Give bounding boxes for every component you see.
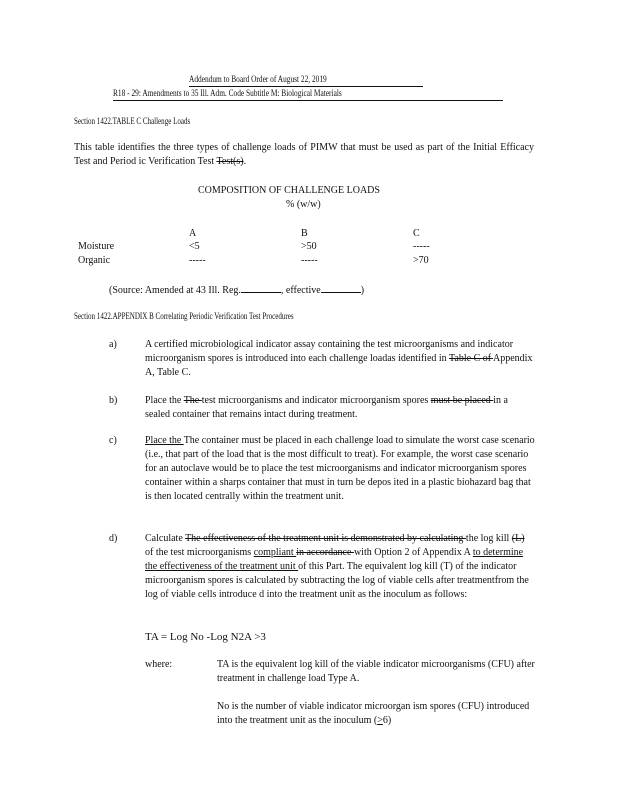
item-c-inserted: Place the: [145, 435, 184, 446]
source-date-blank: [321, 283, 361, 293]
item-a-text: [145, 338, 535, 380]
table-title: COMPOSITION OF CHALLENGE LOADS: [198, 185, 380, 196]
def2-gte-sign: >: [377, 715, 383, 726]
cell-moisture-b: >50: [301, 241, 317, 252]
item-d-struck1: The effectiveness of the treatment unit is demonstrated by calculating: [185, 533, 466, 544]
item-b-part2: test microorganisms and indicator microorganism spores: [201, 395, 431, 406]
item-b-text: [145, 394, 535, 422]
cell-moisture-c: -----: [413, 241, 430, 252]
item-d-inserted2: to determine the effectiveness of the treatment unit: [145, 547, 524, 572]
where-definition-1: TA is the equivalent log kill of the viable indicator microorganisms (CFU) after treatment in challenge load Type A.: [217, 659, 535, 684]
section-heading-appendix-b: Section 1422.APPENDIX B Correlating Periodic Verification Test Procedures: [74, 311, 294, 321]
header-line-1: Addendum to Board Order of August 22, 2019: [189, 74, 327, 84]
column-header-c: C: [413, 228, 420, 239]
row-label-organic: Organic: [78, 255, 111, 266]
item-b-part3: in a sealed container that remains intact during treatment.: [145, 395, 508, 420]
item-d-label: d): [109, 533, 118, 544]
item-d-part4: with Option 2 of Appendix A: [353, 547, 473, 558]
section-heading-table-c: Section 1422.TABLE C Challenge Loads: [74, 116, 191, 126]
where-label: where:: [145, 659, 173, 670]
item-b-part1: Place the: [145, 395, 184, 406]
item-d-text: [145, 532, 535, 602]
cell-organic-a: -----: [189, 255, 206, 266]
cell-organic-c: >70: [413, 255, 429, 266]
item-c-part1: The container must be placed in each challenge load to simulate the worst case scenario (i.e., that part of the load that is the most difficult to treat). For example, the worst case scenario for an autoclave would be to place the test microorganisms and indicator microorganism spores container within a sharps container that must in turn be depos ited in a plastic biohazard bag that is then located centrally within the treatment unit.: [145, 435, 535, 502]
item-d-part1: Calculate: [145, 533, 186, 544]
source-note: [109, 283, 364, 298]
item-d-part2: the log kill: [465, 533, 512, 544]
source-end: ): [360, 285, 365, 296]
cell-moisture-a: <5: [189, 241, 200, 252]
source-reg-blank: [241, 283, 281, 293]
item-a-part1: A certified microbiological indicator assay containing the test microorganisms and indicator microorganism spores is introduced into each challenge loadas identified in: [145, 339, 514, 364]
intro-end: .: [243, 156, 247, 167]
item-b-struck2: must be placed: [430, 395, 494, 406]
item-d-struck2: (L): [511, 533, 525, 544]
intro-text: This table identifies the three types of challenge loads of PIMW that must be used as part of the Initial Efficacy Test and Period ic Verification Test: [74, 142, 534, 167]
column-header-a: A: [189, 228, 197, 239]
equation: TA = Log No -Log N2A >3: [145, 631, 266, 643]
where-definition-2: [217, 700, 535, 728]
def2-main: No is the number of viable indicator microorgan ism spores (CFU) introduced into the treatment unit as the inoculum (: [217, 701, 530, 726]
item-d-struck3: in accordance: [296, 547, 354, 558]
intro-struck-text: Test(s): [216, 156, 244, 167]
item-a-part2: Appendix A, Table C.: [145, 353, 533, 378]
cell-organic-b: -----: [301, 255, 318, 266]
item-b-label: b): [109, 395, 118, 406]
item-a-label: a): [109, 339, 117, 350]
item-c-label: c): [109, 435, 117, 446]
header-line-2: R18 - 29: Amendments to 35 Ill. Adm. Code Subtitle M: Biological Materials: [113, 88, 342, 98]
item-d-part3: of the test microorganisms: [145, 547, 254, 558]
row-label-moisture: Moisture: [78, 241, 115, 252]
item-d-inserted1: compliant: [253, 547, 297, 558]
header-rule-2: [113, 100, 503, 101]
table-unit: % (w/w): [286, 199, 321, 210]
table-intro-paragraph: [74, 141, 534, 169]
header-rule-1: [189, 86, 423, 87]
source-prefix: (Source: Amended at 43 Ill. Reg.: [109, 285, 241, 296]
def2-end: 6): [382, 715, 392, 726]
item-a-struck: Table C of: [449, 353, 494, 364]
source-mid: , effective: [280, 285, 321, 296]
item-d-part5: of this Part. The equivalent log kill (T) of the indicator microorganism spores is calculated by subtracting the log of viable cells after treatmentfrom the log of viable cells introduce d into the treatment unit as the inoculum as follows:: [145, 561, 529, 600]
column-header-b: B: [301, 228, 308, 239]
item-c-text: [145, 434, 535, 504]
item-b-struck1: The: [183, 395, 202, 406]
